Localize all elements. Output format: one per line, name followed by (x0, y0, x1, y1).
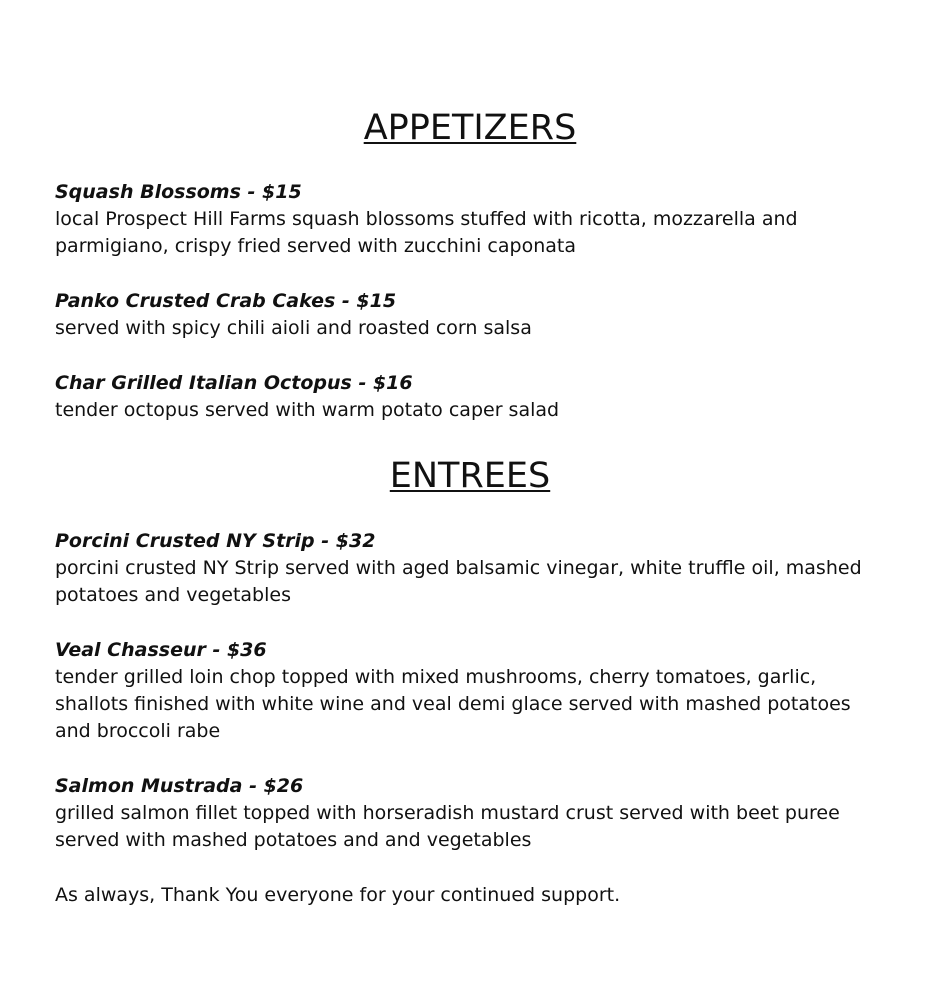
menu-item (55, 637, 885, 745)
menu-item (55, 370, 885, 424)
closing-message: As always, Thank You everyone for your continued support. (55, 884, 621, 906)
menu-item-name: Squash Blossoms - $15 (55, 181, 302, 203)
menu-item-description: tender grilled loin chop topped with mixed mushrooms, cherry tomatoes, garlic, shallots finished with white wine and veal demi glace served with mashed potatoes and broccoli rabe (55, 666, 851, 742)
menu-item-description: grilled salmon fillet topped with horseradish mustard crust served with beet puree served with mashed potatoes and and vegetables (55, 802, 840, 851)
menu-item-name: Char Grilled Italian Octopus - $16 (55, 372, 413, 394)
appetizers-title: APPETIZERS (363, 108, 577, 148)
entrees-title: ENTREES (389, 456, 551, 496)
menu-item (55, 288, 885, 342)
menu-item (55, 773, 885, 854)
appetizers-heading (55, 108, 885, 148)
menu-item-name: Panko Crusted Crab Cakes - $15 (55, 290, 397, 312)
menu-item-name: Salmon Mustrada - $26 (55, 775, 304, 797)
menu-item (55, 179, 885, 260)
menu-item (55, 528, 885, 609)
menu-item-description: local Prospect Hill Farms squash blossoms stuffed with ricotta, mozzarella and parmigiano, crispy fried served with zucchini caponata (55, 208, 798, 257)
menu-item-name: Veal Chasseur - $36 (55, 639, 267, 661)
menu-item-description: porcini crusted NY Strip served with aged balsamic vinegar, white truffle oil, mashed potatoes and vegetables (55, 557, 862, 606)
menu-item-name: Porcini Crusted NY Strip - $32 (55, 530, 376, 552)
menu-item-description: tender octopus served with warm potato caper salad (55, 399, 560, 421)
menu-item-description: served with spicy chili aioli and roasted corn salsa (55, 317, 532, 339)
entrees-heading (55, 456, 885, 496)
